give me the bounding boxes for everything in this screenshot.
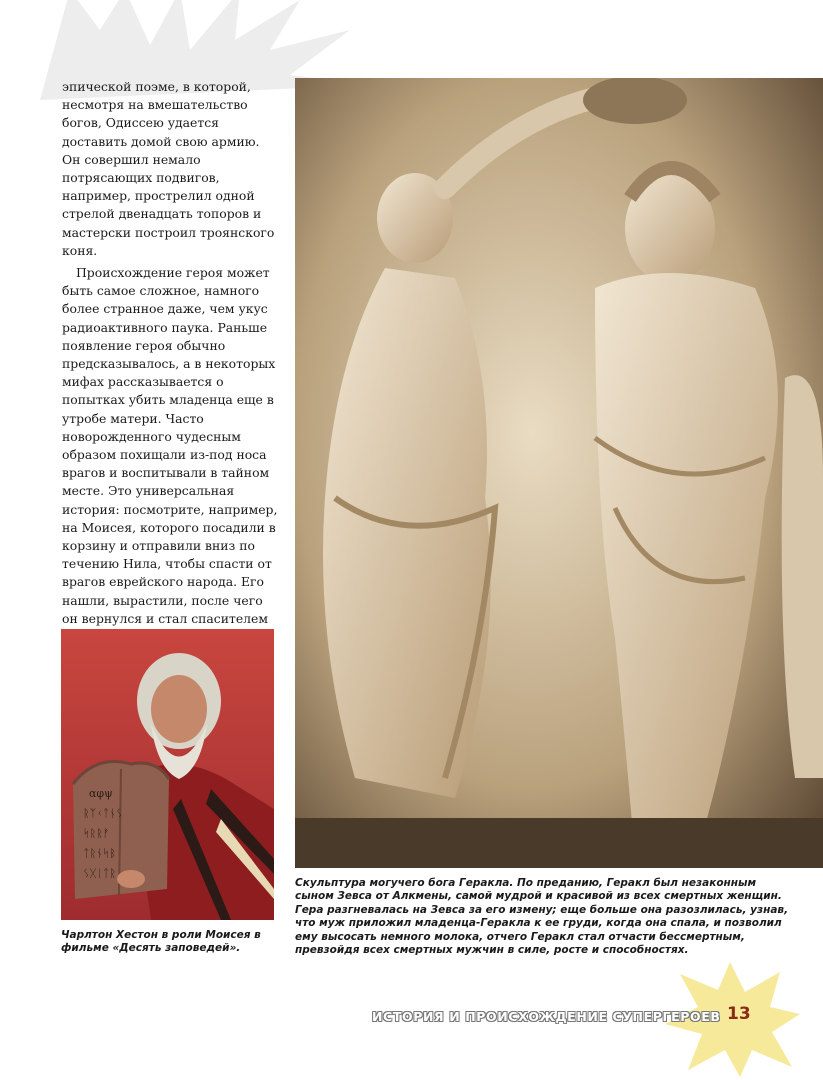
tablet-line: ᚱᛉᚲᛏᚾᛊ <box>83 807 123 820</box>
tablet-line: ᛏᚱᚾᛋᛒ <box>83 847 116 860</box>
running-section-title: ИСТОРИЯ И ПРОИСХОЖДЕНИЕ СУПЕРГЕРОЕВ <box>372 1009 721 1024</box>
paragraph: эпической поэме, в которой, несмотря на вмешательство богов, Одиссею удается доставить домой свою армию. Он совершил немало потрясающих подвигов, например, прострелил одной стрелой двенадцать топоров и мастерски построил троянского коня. <box>62 79 275 258</box>
photo-charlton-heston-moses <box>61 629 274 920</box>
page-number: 13 <box>727 1004 751 1024</box>
tablet-line: ᛊᚷᛁᛏᚱ <box>83 867 116 880</box>
paragraph: Происхождение героя может быть самое сложное, намного более странное даже, чем укус радиоактивного паука. Раньше появление героя обычно предсказывалось, а в некоторых мифах рассказывается о попытках убить младенца еще в утробе матери. Часто новорожденного чудесным образом похищали из-под носа врагов и воспитывали в тайном месте. Это универсальная история: посмотрите, например, на Моисея, которого посадили в корзину и отправили вниз по течению Нила, чтобы спасти от врагов еврейского народа. Его нашли, вырастили, после чего он вернулся и стал спасителем <box>62 265 278 626</box>
heracles-photo-caption: Скульптура могучего бога Геракла. По преданию, Геракл был незаконным сыном Зевса от Алкмены, самой мудрой и красивой из всех смертных женщин. Гера разгневалась на Зевса за его измену; еще больше она разозлилась, узнав, что муж приложил младенца-Геракла к ее груди, когда она спала, и позволил ему высосать немного молока, отчего Геракл стал отчасти бессмертным, превзойдя всех смертных мужчин в силе, росте и способностях. <box>295 877 789 957</box>
moses-photo-caption: Чарлтон Хестон в роли Моисея в фильме «Десять заповедей». <box>61 929 261 955</box>
tablet-line: αφψ <box>89 787 113 800</box>
photo-heracles-sculpture <box>295 78 823 868</box>
tablet-line: ᛋᚱᚱᚠ <box>83 827 110 840</box>
article-body <box>62 78 280 646</box>
